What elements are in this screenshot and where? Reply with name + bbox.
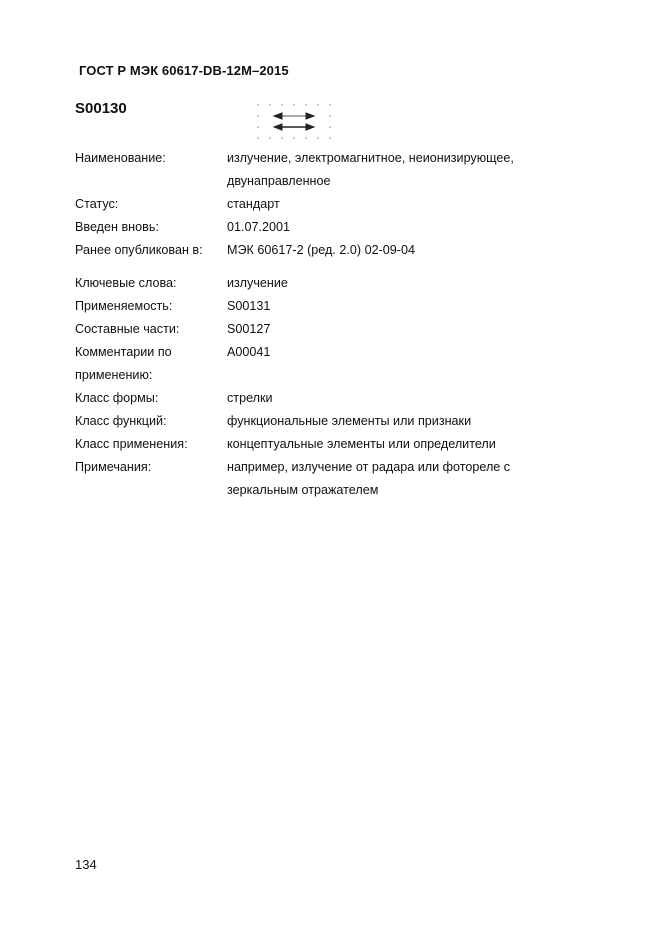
field-value: стандарт: [227, 197, 280, 211]
field-value: стрелки: [227, 391, 273, 405]
document-header: ГОСТ Р МЭК 60617-DB-12M–2015: [79, 63, 289, 78]
field-notes: [75, 456, 595, 479]
field-label: Класс формы:: [75, 391, 159, 405]
field-value: излучение: [227, 276, 288, 290]
field-label: Ранее опубликован в:: [75, 243, 203, 257]
field-application-class: [75, 433, 595, 456]
field-value: концептуальные элементы или определители: [227, 437, 496, 451]
field-label: Наименование:: [75, 151, 166, 165]
field-label: применению:: [75, 368, 153, 382]
field-value: например, излучение от радара или фотореле с: [227, 460, 511, 474]
field-name-continued: [75, 170, 595, 193]
field-previously-published: [75, 239, 595, 262]
symbol-code: S00130: [75, 100, 127, 117]
field-value: A00041: [227, 345, 271, 359]
field-status: [75, 193, 595, 216]
field-value: 01.07.2001: [227, 220, 291, 234]
field-label: Составные части:: [75, 322, 180, 336]
field-notes-continued: [75, 479, 595, 502]
field-name: [75, 147, 595, 170]
field-application-comments-continued: [75, 364, 595, 387]
field-function-class: [75, 410, 595, 433]
field-value: двунаправленное: [227, 174, 331, 188]
field-label: Примечания:: [75, 460, 152, 474]
field-value: зеркальным отражателем: [227, 483, 379, 497]
field-components: [75, 318, 595, 341]
field-application-comments: [75, 341, 595, 364]
field-value: S00127: [227, 322, 271, 336]
field-label: Комментарии по: [75, 345, 172, 359]
symbol-properties: [75, 147, 595, 502]
field-label: Ключевые слова:: [75, 276, 177, 290]
field-label: Класс применения:: [75, 437, 188, 451]
field-value: функциональные элементы или признаки: [227, 414, 472, 428]
group-spacer: [75, 262, 595, 272]
field-label: Применяемость:: [75, 299, 173, 313]
field-value: излучение, электромагнитное, неионизирующее,: [227, 151, 514, 165]
field-label: Статус:: [75, 197, 119, 211]
field-label: Класс функций:: [75, 414, 167, 428]
field-label: Введен вновь:: [75, 220, 159, 234]
field-value: S00131: [227, 299, 271, 313]
field-introduced: [75, 216, 595, 239]
bidirectional-arrows-icon: [254, 101, 334, 141]
field-applicability: [75, 295, 595, 318]
field-keywords: [75, 272, 595, 295]
field-value: МЭК 60617-2 (ред. 2.0) 02-09-04: [227, 243, 415, 257]
field-shape-class: [75, 387, 595, 410]
page-number: 134: [75, 857, 97, 872]
